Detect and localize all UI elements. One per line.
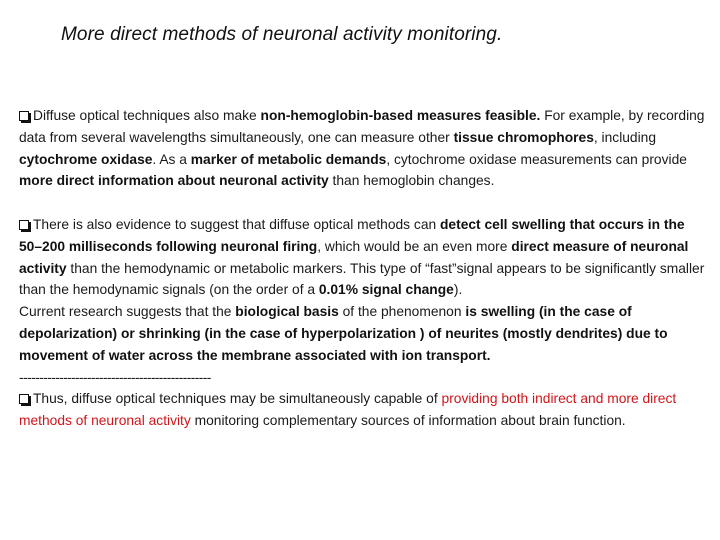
slide-title: More direct methods of neuronal activity monitoring. [61,24,503,45]
paragraph-gap [19,192,709,214]
paragraph-biological-basis: Current research suggests that the biological basis of the phenomenon is swelling (in the case of depolarization) or shrinking (in the case of hyperpolarization ) of neurites (mostly dendrites) due to movement of water across the membrane associated with ion transport. [19,304,668,363]
separator-line: ------------------------------------------------ [19,369,211,385]
paragraph-conclusion: Thus, diffuse optical techniques may be simultaneously capable of providing both indirect and more direct methods of neuronal activity monitoring complementary sources of information about brain function. [19,391,677,429]
checkbox-bullet-icon [19,394,29,404]
checkbox-bullet-icon [19,111,29,121]
paragraph-cell-swelling: There is also evidence to suggest that diffuse optical methods can detect cell swelling that occurs in the 50–200 milliseconds following neuronal firing, which would be an even more direct measure of neuronal activity than the hemodynamic or metabolic markers. This type of “fast”signal appears to be significantly smaller than the hemodynamic signals (on the order of a 0.01% signal change). [19,216,705,298]
slide-body [19,105,709,432]
checkbox-bullet-icon [19,220,29,230]
paragraph-non-hemoglobin: Diffuse optical techniques also make non-hemoglobin-based measures feasible. For example, by recording data from several wavelengths simultaneously, one can measure other tissue chromophores, including cytochrome oxidase. As a marker of metabolic demands, cytochrome oxidase measurements can provide more direct information about neuronal activity than hemoglobin changes. [19,108,705,189]
